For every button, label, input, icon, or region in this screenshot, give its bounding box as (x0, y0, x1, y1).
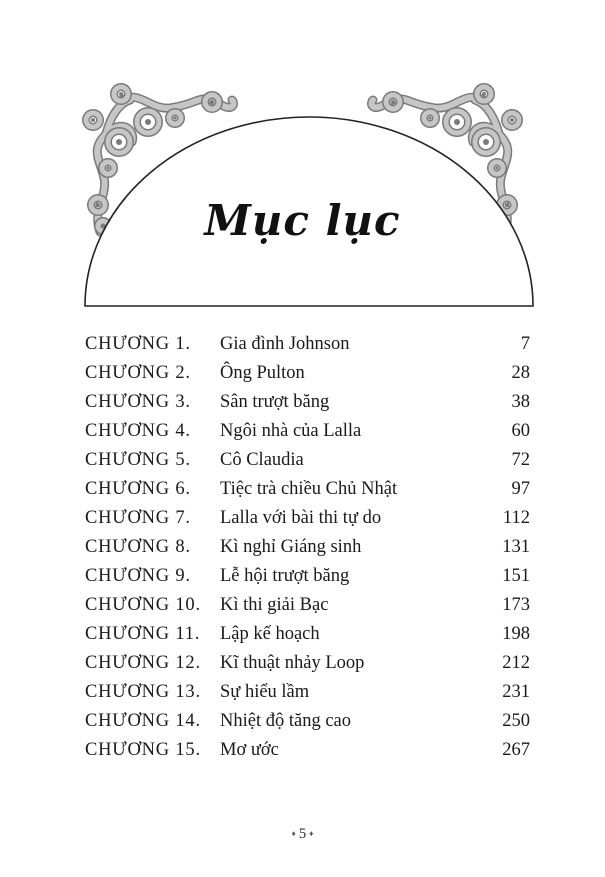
table-of-contents (85, 330, 530, 765)
chapter-page-number: 131 (502, 537, 530, 557)
chapter-page-number: 112 (502, 508, 530, 528)
page-title: Mục lục (204, 196, 401, 245)
toc-entry[interactable] (85, 678, 530, 707)
chapter-title: Kĩ thuật nhảy Loop (220, 653, 365, 673)
chapter-title: Ngôi nhà của Lalla (220, 421, 362, 441)
chapter-label: CHƯƠNG 8. (85, 537, 191, 557)
toc-entry[interactable] (85, 649, 530, 678)
chapter-title: Nhiệt độ tăng cao (220, 711, 351, 731)
chapter-label: CHƯƠNG 4. (85, 421, 191, 441)
chapter-label: CHƯƠNG 2. (85, 363, 191, 383)
chapter-label: CHƯƠNG 13. (85, 682, 201, 702)
toc-entry[interactable] (85, 620, 530, 649)
chapter-title: Cô Claudia (220, 450, 304, 470)
toc-entry[interactable] (85, 446, 530, 475)
toc-entry[interactable] (85, 533, 530, 562)
chapter-page-number: 151 (502, 566, 530, 586)
chapter-label: CHƯƠNG 10. (85, 595, 201, 615)
chapter-title: Lễ hội trượt băng (220, 566, 350, 586)
chapter-title: Kì nghỉ Giáng sinh (220, 537, 362, 557)
chapter-label: CHƯƠNG 1. (85, 334, 191, 354)
chapter-page-number: 60 (511, 421, 530, 441)
chapter-page-number: 38 (511, 392, 530, 412)
chapter-title: Kì thi giải Bạc (220, 595, 329, 615)
chapter-page-number: 212 (502, 653, 530, 673)
chapter-page-number: 198 (502, 624, 530, 644)
chapter-title: Ông Pulton (220, 363, 305, 383)
chapter-page-number: 72 (511, 450, 530, 470)
chapter-label: CHƯƠNG 9. (85, 566, 191, 586)
page-footer (0, 826, 605, 843)
header-decoration (0, 0, 605, 320)
toc-entry[interactable] (85, 388, 530, 417)
chapter-title: Mơ ước (220, 740, 279, 760)
chapter-page-number: 7 (520, 334, 530, 354)
chapter-label: CHƯƠNG 15. (85, 740, 201, 760)
chapter-title: Gia đình Johnson (220, 334, 350, 354)
chapter-page-number: 231 (502, 682, 530, 702)
chapter-title: Lập kế hoạch (220, 624, 320, 644)
page-number: 5 (298, 826, 307, 842)
chapter-page-number: 173 (502, 595, 530, 615)
chapter-label: CHƯƠNG 3. (85, 392, 191, 412)
chapter-title: Sân trượt băng (220, 392, 330, 412)
diamond-ornament-icon: ♦ (291, 829, 296, 838)
chapter-page-number: 28 (511, 363, 530, 383)
chapter-title: Lalla với bài thi tự do (220, 508, 382, 528)
chapter-label: CHƯƠNG 14. (85, 711, 201, 731)
chapter-label: CHƯƠNG 6. (85, 479, 191, 499)
chapter-title: Sự hiểu lầm (220, 682, 310, 702)
chapter-label: CHƯƠNG 12. (85, 653, 201, 673)
toc-entry[interactable] (85, 330, 530, 359)
toc-entry[interactable] (85, 359, 530, 388)
chapter-page-number: 250 (502, 711, 530, 731)
toc-entry[interactable] (85, 707, 530, 736)
toc-entry[interactable] (85, 591, 530, 620)
toc-entry[interactable] (85, 504, 530, 533)
toc-entry[interactable] (85, 417, 530, 446)
chapter-title: Tiệc trà chiều Chủ Nhật (220, 479, 398, 499)
diamond-ornament-icon: ♦ (309, 829, 314, 838)
chapter-label: CHƯƠNG 11. (85, 624, 201, 644)
toc-entry[interactable] (85, 562, 530, 591)
chapter-label: CHƯƠNG 7. (85, 508, 191, 528)
chapter-label: CHƯƠNG 5. (85, 450, 191, 470)
toc-entry[interactable] (85, 736, 530, 765)
chapter-page-number: 97 (511, 479, 530, 499)
chapter-page-number: 267 (502, 740, 530, 760)
toc-entry[interactable] (85, 475, 530, 504)
